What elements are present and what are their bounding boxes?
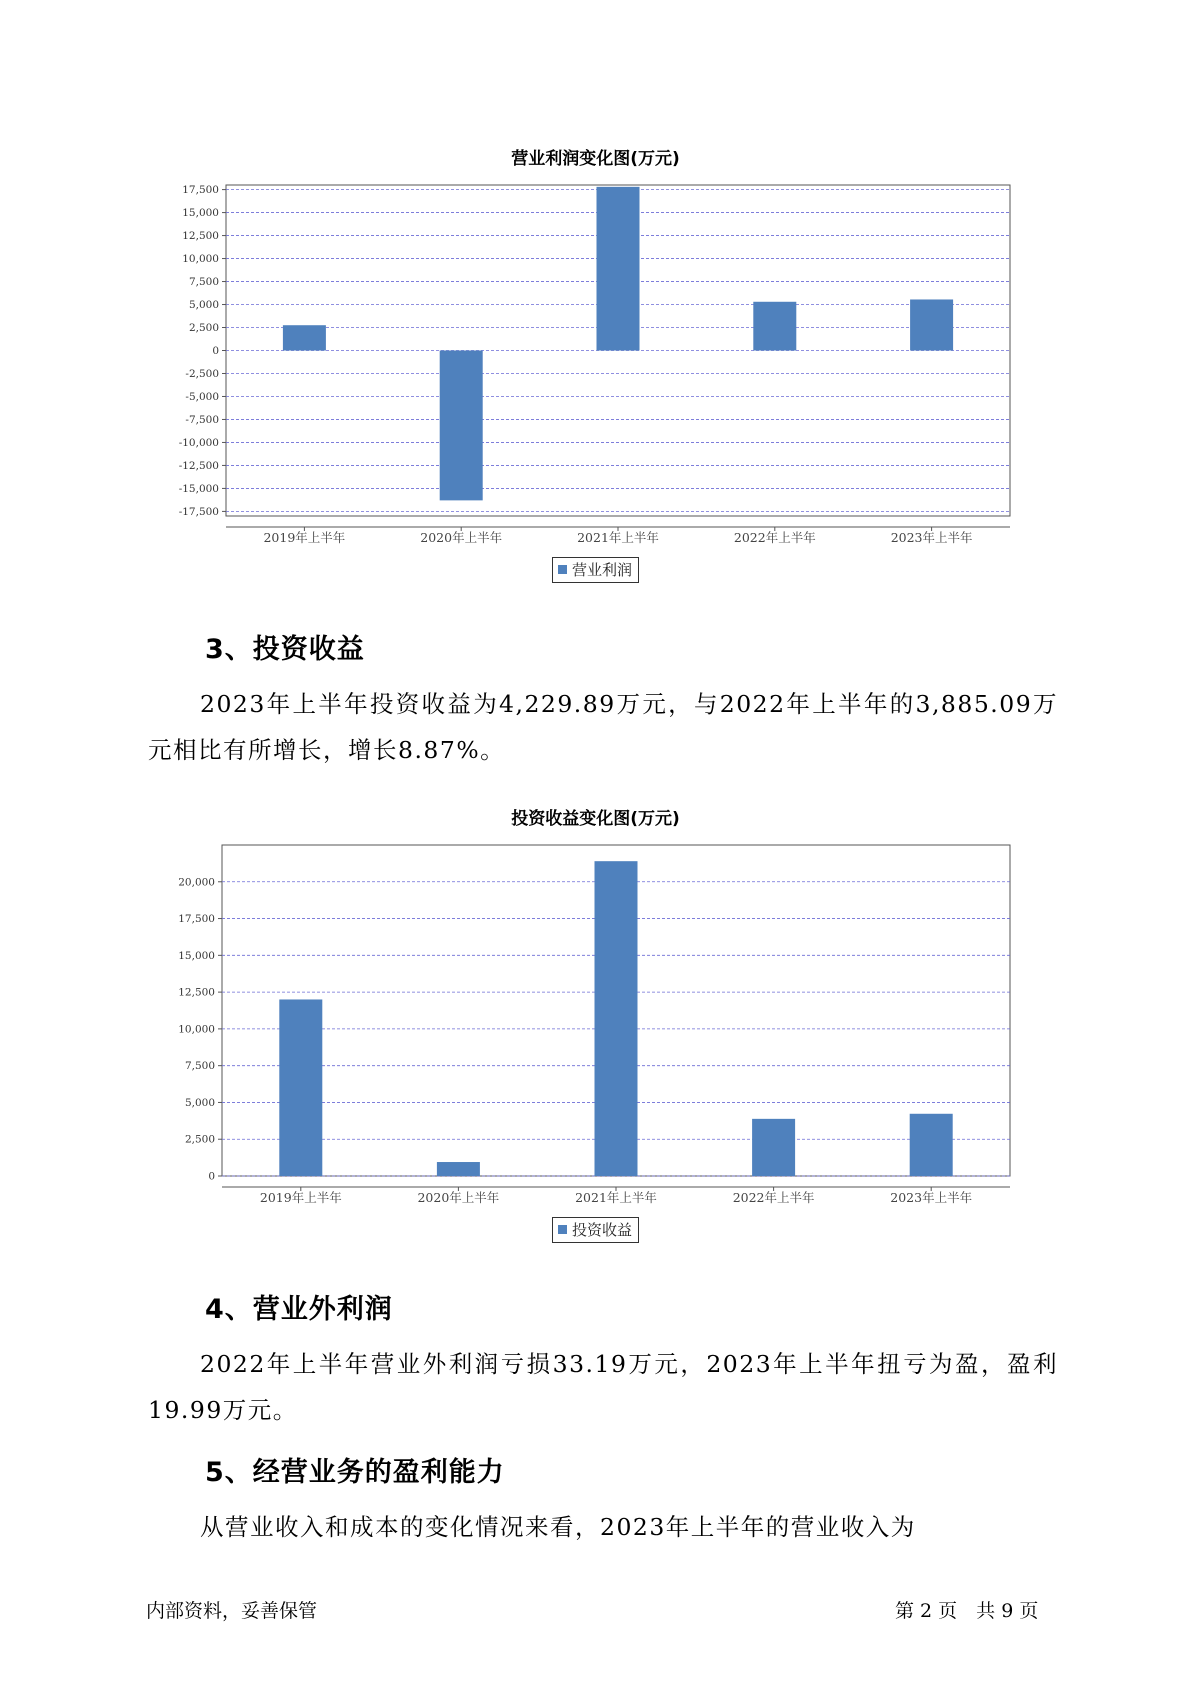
footer-page-number: 第 2 页 共 9 页 <box>895 1600 1039 1622</box>
x-tick-label: 2020年上半年 <box>420 530 503 545</box>
y-tick-label: -5,000 <box>185 390 219 403</box>
y-tick-label: 15,000 <box>178 949 215 962</box>
y-tick-label: 10,000 <box>182 253 219 266</box>
x-tick-label: 2022年上半年 <box>732 1190 815 1205</box>
bar-4 <box>752 1119 795 1176</box>
paragraph-non-operating-profit: 2022年上半年营业外利润亏损33.19万元，2023年上半年扭亏为盈，盈利19.99万元。 <box>148 1350 1058 1424</box>
legend-swatch <box>558 1225 567 1234</box>
y-tick-label: 20,000 <box>178 876 215 889</box>
y-tick-label: 17,500 <box>178 913 215 926</box>
legend-investment-income <box>552 1217 639 1243</box>
bar-2 <box>440 351 483 501</box>
heading-non-operating-profit: 4、营业外利润 <box>205 1294 393 1325</box>
y-tick-label: -12,500 <box>178 459 219 472</box>
x-tick-label: 2022年上半年 <box>733 530 816 545</box>
y-tick-label: -15,000 <box>178 482 219 495</box>
y-tick-label: 0 <box>208 1170 215 1183</box>
bar-5 <box>910 299 953 350</box>
chart-title-operating-profit: 营业利润变化图(万元) <box>511 149 680 169</box>
legend-operating-profit <box>552 557 639 583</box>
x-tick-label: 2023年上半年 <box>890 530 973 545</box>
x-tick-label: 2023年上半年 <box>890 1190 973 1205</box>
y-tick-label: 7,500 <box>188 276 219 289</box>
bar-3 <box>597 187 640 351</box>
legend-label: 营业利润 <box>572 561 633 579</box>
y-tick-label: 17,500 <box>182 184 219 197</box>
paragraph-investment-income: 2023年上半年投资收益为4,229.89万元，与2022年上半年的3,885.09万元相比有所增长，增长8.87%。 <box>148 690 1058 764</box>
x-tick-label: 2021年上半年 <box>575 1190 657 1205</box>
y-tick-label: 0 <box>212 345 219 357</box>
heading-profitability: 5、经营业务的盈利能力 <box>205 1457 505 1488</box>
bar-4 <box>753 302 796 351</box>
y-tick-label: -10,000 <box>178 436 219 449</box>
y-tick-label: 15,000 <box>182 207 219 220</box>
y-tick-label: 5,000 <box>184 1096 215 1109</box>
y-tick-label: 7,500 <box>184 1060 215 1073</box>
bar-3 <box>595 861 638 1176</box>
y-tick-label: 5,000 <box>188 299 219 312</box>
x-tick-label: 2019年上半年 <box>263 530 346 545</box>
bar-5 <box>910 1114 953 1176</box>
chart-title-investment-income: 投资收益变化图(万元) <box>511 809 680 829</box>
y-tick-label: 12,500 <box>178 986 215 999</box>
y-tick-label: 2,500 <box>184 1133 215 1146</box>
footer-confidential: 内部资料，妥善保管 <box>146 1600 318 1622</box>
investment-income-chart <box>0 840 1191 1205</box>
x-tick-label: 2019年上半年 <box>259 1190 342 1205</box>
bar-1 <box>283 325 326 350</box>
y-tick-label: -2,500 <box>185 367 219 380</box>
paragraph-profitability: 从营业收入和成本的变化情况来看，2023年上半年的营业收入为 <box>200 1513 916 1541</box>
operating-profit-chart <box>0 180 1191 545</box>
y-tick-label: 2,500 <box>188 322 219 335</box>
legend-label: 投资收益 <box>572 1221 633 1239</box>
y-tick-label: 10,000 <box>178 1023 215 1036</box>
bar-2 <box>437 1162 480 1176</box>
bar-1 <box>279 999 322 1176</box>
y-tick-label: -7,500 <box>185 413 219 426</box>
x-tick-label: 2021年上半年 <box>577 530 659 545</box>
x-tick-label: 2020年上半年 <box>417 1190 500 1205</box>
heading-investment-income: 3、投资收益 <box>205 634 365 665</box>
legend-swatch <box>558 565 567 574</box>
y-tick-label: 12,500 <box>182 230 219 243</box>
y-tick-label: -17,500 <box>178 505 219 518</box>
